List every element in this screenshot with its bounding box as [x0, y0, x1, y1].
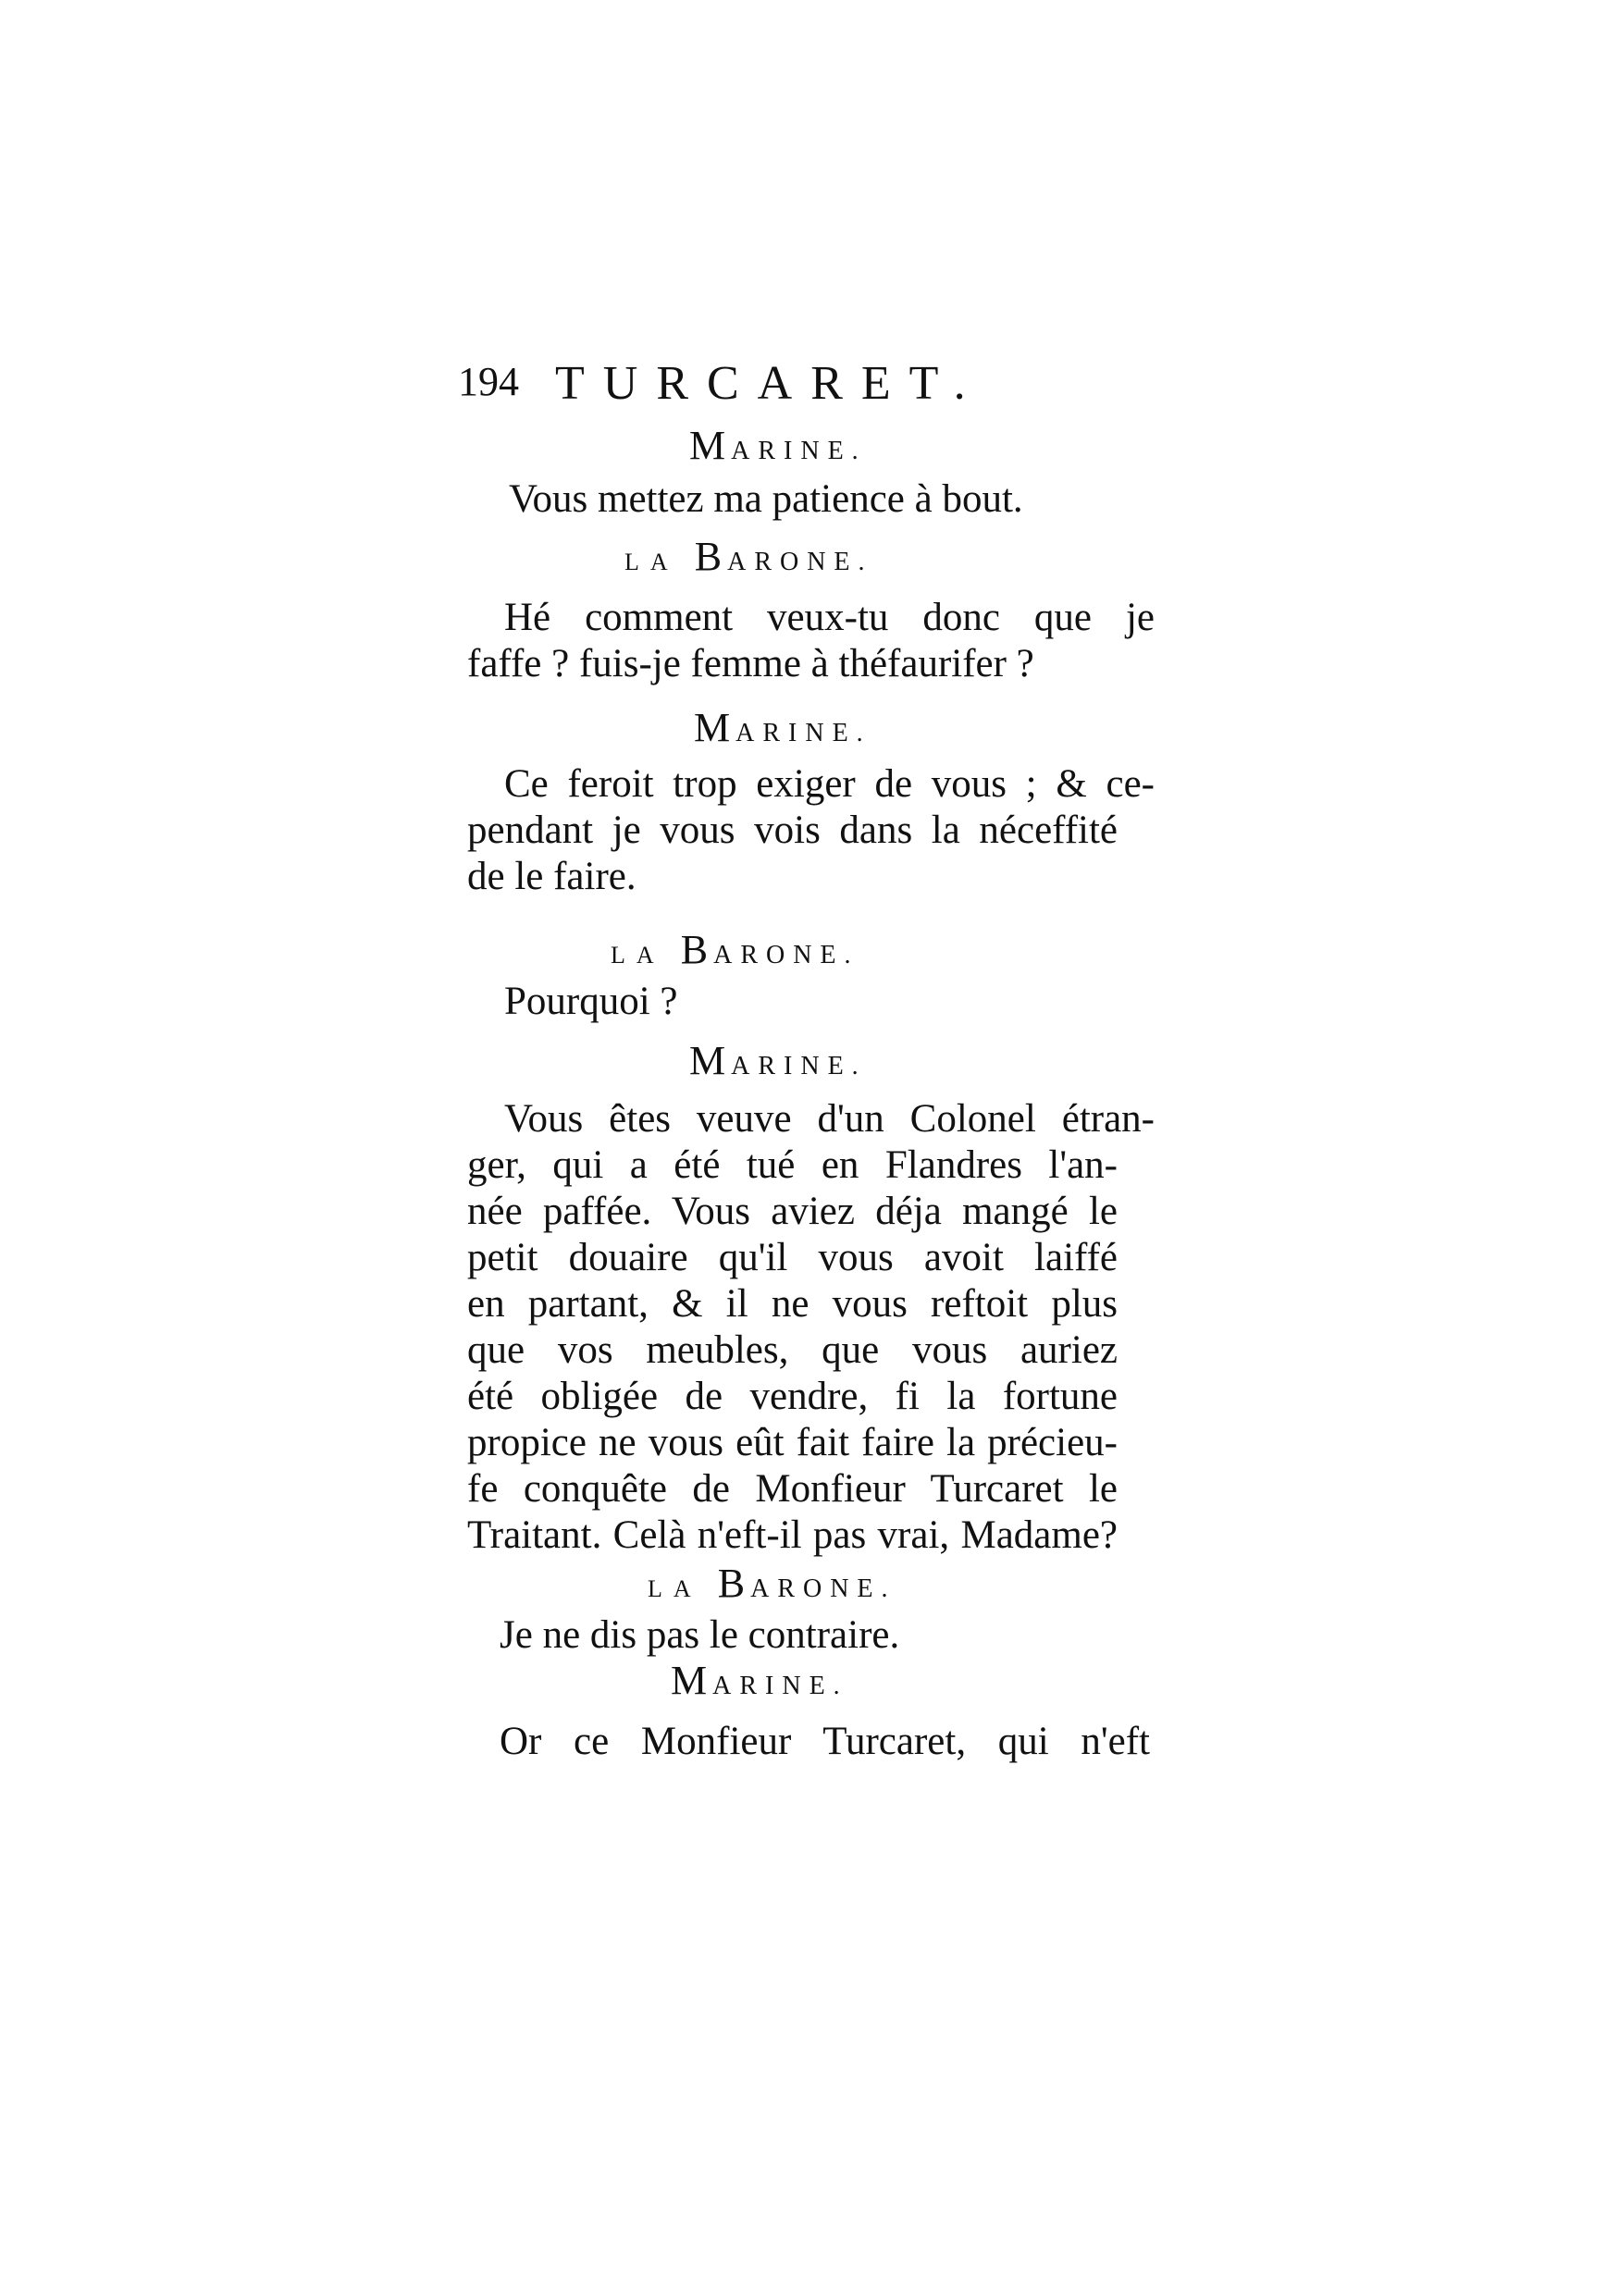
dialogue-line: née paffée. Vous aviez déja mangé le [467, 1190, 1118, 1233]
dialogue-line: Pourquoi ? [504, 980, 678, 1023]
dialogue-line: que vos meubles, que vous auriez [467, 1328, 1118, 1372]
dialogue-line: été obligée de vendre, fi la fortune [467, 1375, 1118, 1418]
dialogue-line: fe conquête de Monfieur Turcaret le [467, 1467, 1118, 1511]
running-title: TURCARET. [555, 357, 984, 410]
dialogue-line: propice ne vous eût fait faire la précieu- [467, 1421, 1118, 1464]
dialogue-line: pendant je vous vois dans la néceffité [467, 809, 1118, 852]
dialogue-line: Je ne dis pas le contraire. [500, 1613, 900, 1657]
dialogue-line: petit douaire qu'il vous avoit laiffé [467, 1236, 1118, 1279]
speaker-la-barone: LA BARONE. [624, 534, 873, 579]
dialogue-line: Traitant. Celà n'eft-il pas vrai, Madame? [467, 1513, 1118, 1557]
dialogue-line: faffe ? fuis-je femme à théfaurifer ? [467, 642, 1034, 685]
dialogue-line: Ce feroit trop exiger de vous ; & ce- [504, 762, 1155, 806]
dialogue-line: de le faire. [467, 855, 636, 898]
dialogue-line: en partant, & il ne vous reftoit plus [467, 1282, 1118, 1326]
speaker-marine: MARINE. [689, 423, 867, 468]
page-number: 194 [458, 359, 519, 404]
speaker-marine: MARINE. [694, 705, 871, 750]
speaker-la-barone: LA BARONE. [648, 1561, 896, 1606]
speaker-la-barone: LA BARONE. [611, 927, 859, 972]
speaker-marine: MARINE. [689, 1038, 867, 1083]
running-head [458, 356, 1124, 412]
speaker-marine: MARINE. [671, 1658, 848, 1703]
dialogue-line: Vous êtes veuve d'un Colonel étran- [504, 1097, 1155, 1141]
dialogue-line: ger, qui a été tué en Flandres l'an- [467, 1143, 1118, 1187]
dialogue-line: Or ce Monfieur Turcaret, qui n'eft [500, 1720, 1150, 1763]
dialogue-line: Hé comment veux-tu donc que je [504, 596, 1155, 639]
dialogue-line: Vous mettez ma patience à bout. [509, 477, 1023, 521]
